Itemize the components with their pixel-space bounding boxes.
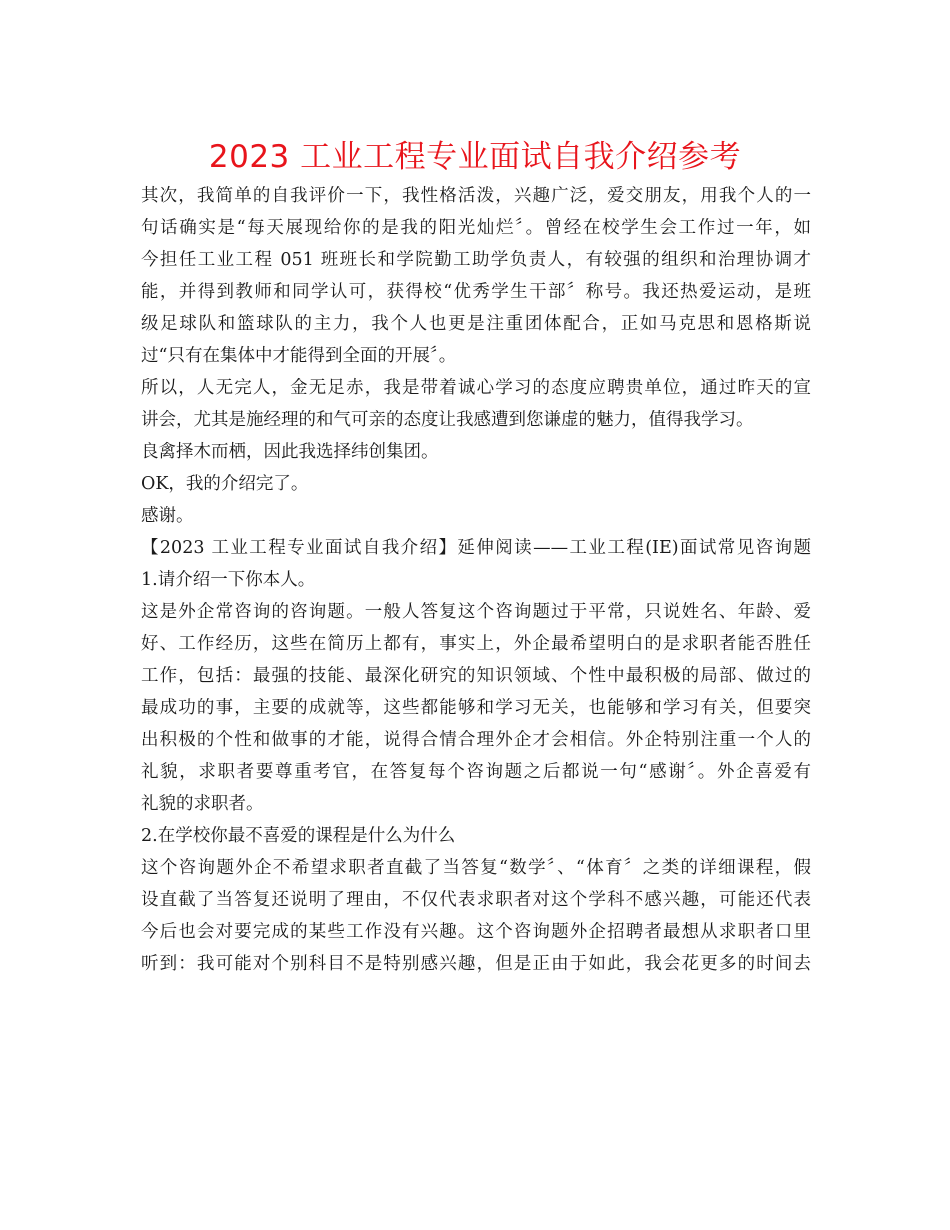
paragraph-line: 过“只有在集体中才能得到全面的开展〞。 — [141, 346, 457, 366]
paragraph-line: 其次，我简单的自我评价一下，我性格活泼，兴趣广泛，爱交朋友，用我个人的一 — [141, 186, 811, 206]
paragraph-line: 设直截了当答复还说明了理由，不仅代表求职者对这个学科不感兴趣，可能还代表 — [141, 890, 811, 910]
paragraph-line: 良禽择木而栖，因此我选择纬创集团。 — [141, 442, 439, 462]
paragraph-line: 讲会，尤其是施经理的和气可亲的态度让我感遭到您谦虚的魅力，值得我学习。 — [141, 410, 754, 430]
paragraph-line: 今担任工业工程 051 班班长和学院勤工助学负责人，有较强的组织和治理协调才 — [141, 250, 811, 270]
paragraph-line: 礼貌的求职者。 — [141, 794, 264, 814]
paragraph-line: OK，我的介绍完了。 — [141, 474, 309, 494]
paragraph-line: 工作，包括：最强的技能、最深化研究的知识领域、个性中最积极的局部、做过的 — [141, 666, 811, 686]
paragraph-line: 好、工作经历，这些在简历上都有，事实上，外企最希望明白的是求职者能否胜任 — [141, 634, 811, 654]
question-heading: 1.请介绍一下你本人。 — [141, 570, 316, 590]
paragraph-line: 所以，人无完人，金无足赤，我是带着诚心学习的态度应聘贵单位，通过昨天的宣 — [141, 378, 811, 398]
paragraph-line: 最成功的事，主要的成就等，这些都能够和学习无关，也能够和学习有关，但要突 — [141, 698, 811, 718]
paragraph-line: 礼貌，求职者要尊重考官，在答复每个咨询题之后都说一句“感谢〞。外企喜爱有 — [141, 762, 811, 782]
paragraph-line: 出积极的个性和做事的才能，说得合情合理外企才会相信。外企特别注重一个人的 — [141, 730, 811, 750]
paragraph-line: 这是外企常咨询的咨询题。一般人答复这个咨询题过于平常，只说姓名、年龄、爱 — [141, 602, 811, 622]
paragraph-line: 听到：我可能对个别科目不是特别感兴趣，但是正由于如此，我会花更多的时间去 — [141, 954, 811, 974]
document-title: 2023 工业工程专业面试自我介绍参考 — [208, 139, 742, 175]
paragraph-line: 今后也会对要完成的某些工作没有兴趣。这个咨询题外企招聘者最想从求职者口里 — [141, 922, 811, 942]
paragraph-line: 这个咨询题外企不希望求职者直截了当答复“数学〞、“体育〞之类的详细课程，假 — [141, 858, 811, 878]
section-heading: 【2023 工业工程专业面试自我介绍】延伸阅读——工业工程(IE)面试常见咨询题 — [141, 538, 811, 558]
paragraph-line: 感谢。 — [141, 506, 194, 526]
paragraph-line: 能，并得到教师和同学认可，获得校“优秀学生干部〞称号。我还热爱运动，是班 — [141, 282, 811, 302]
document-body — [141, 180, 811, 980]
question-heading: 2.在学校你最不喜爱的课程是什么为什么 — [141, 826, 456, 846]
paragraph-line: 级足球队和篮球队的主力，我个人也更是注重团体配合，正如马克思和恩格斯说 — [141, 314, 811, 334]
paragraph-line: 句话确实是“每天展现给你的是我的阳光灿烂〞。曾经在校学生会工作过一年，如 — [141, 218, 811, 238]
